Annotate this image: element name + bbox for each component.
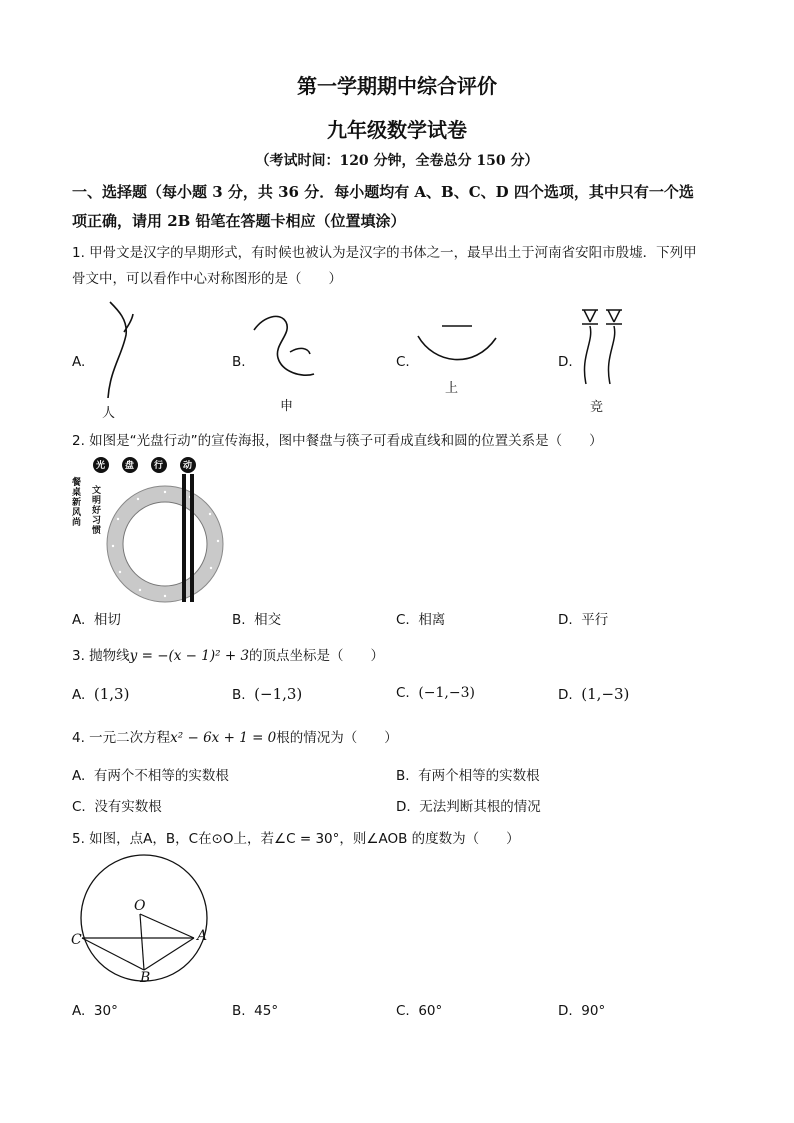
q2-option-b: B. 相交 — [232, 612, 282, 628]
poster-char-2: 盘 — [125, 461, 135, 471]
q4-option-a: A. 有两个不相等的实数根 — [72, 768, 229, 784]
q5-option-d: D. 90° — [558, 1003, 606, 1019]
q5-label-b: B — [140, 970, 151, 986]
q3-option-c: C. (−1,−3) — [396, 685, 475, 701]
oracle-shen-figure — [250, 308, 330, 388]
question-2-stem: 2. 如图是“光盘行动”的宣传海报，图中餐盘与筷子可看成直线和圆的位置关系是（ ） — [72, 433, 603, 449]
q1-option-c-letter: C. — [396, 354, 410, 370]
q5-circle-figure — [66, 858, 226, 988]
exam-subtitle: 九年级数学试卷 — [327, 118, 467, 142]
q1-option-b-letter: B. — [232, 354, 246, 370]
q1-option-d-char: 竞 — [590, 400, 604, 415]
q1-option-d-letter: D. — [558, 354, 573, 370]
exam-time-note: （考试时间：120 分钟，全卷总分 150 分） — [255, 153, 539, 169]
exam-title: 第一学期期中综合评价 — [297, 74, 497, 98]
poster-slogan-left: 餐桌新风尚 — [72, 478, 82, 528]
q4-formula: x² − 6x + 1 = 0 — [170, 730, 277, 746]
q5-label-a: A — [197, 928, 208, 944]
question-1-line1: 1. 甲骨文是汉字的早期形式，有时候也被认为是汉字的书体之一，最早出土于河南省安阳市殷墟．下列甲 — [72, 245, 697, 261]
poster-slogan-mid: 文明好习惯 — [92, 486, 102, 536]
q5-label-o: O — [134, 898, 146, 914]
question-1-line2: 骨文中，可以看作中心对称图形的是（ ） — [72, 271, 342, 287]
q1-option-a-char: 人 — [102, 406, 116, 421]
q1-option-c-char: 上 — [445, 381, 459, 396]
q4-option-b: B. 有两个相等的实数根 — [396, 768, 540, 784]
q5-option-b: B. 45° — [232, 1003, 279, 1019]
section-heading-line2: 项正确，请用 2B 铅笔在答题卡相应（位置填涂） — [72, 212, 406, 230]
section-heading — [72, 178, 722, 236]
oracle-shang-figure — [414, 320, 500, 370]
question-3-stem: 3. 抛物线y = −(x − 1)² + 3的顶点坐标是（ ） — [72, 648, 385, 664]
poster-char-3: 行 — [154, 461, 164, 471]
q4-option-d: D. 无法判断其根的情况 — [396, 799, 541, 815]
q3-option-d: D. (1,−3) — [558, 685, 630, 703]
oracle-ren-figure — [88, 300, 148, 400]
question-1-stem — [72, 240, 732, 292]
q3-formula: y = −(x − 1)² + 3 — [129, 648, 250, 664]
q4-option-c: C. 没有实数根 — [72, 799, 162, 815]
q2-option-c: C. 相离 — [396, 612, 446, 628]
question-5-stem: 5. 如图，点A，B，C在⊙O上，若∠C = 30°，则∠AOB 的度数为（ ） — [72, 831, 520, 847]
poster-char-4: 动 — [183, 461, 193, 471]
poster-char-1: 光 — [96, 461, 106, 471]
q5-option-c: C. 60° — [396, 1003, 443, 1019]
q5-option-a: A. 30° — [72, 1003, 118, 1019]
q1-option-b-char: 申 — [280, 399, 294, 414]
q5-label-c: C — [71, 932, 82, 948]
q3-option-b: B. (−1,3) — [232, 685, 303, 703]
question-4-stem: 4. 一元二次方程x² − 6x + 1 = 0根的情况为（ ） — [72, 730, 398, 746]
q2-option-d: D. 平行 — [558, 612, 609, 628]
section-heading-line1: 一、选择题（每小题 3 分，共 36 分．每小题均有 A、B、C、D 四个选项，其中只有一个选 — [72, 183, 694, 201]
guangpan-poster — [70, 456, 230, 602]
q3-option-a: A. (1,3) — [72, 685, 130, 703]
q2-option-a: A. 相切 — [72, 612, 121, 628]
q1-option-a-letter: A. — [72, 354, 86, 370]
oracle-jing-figure — [576, 306, 636, 396]
